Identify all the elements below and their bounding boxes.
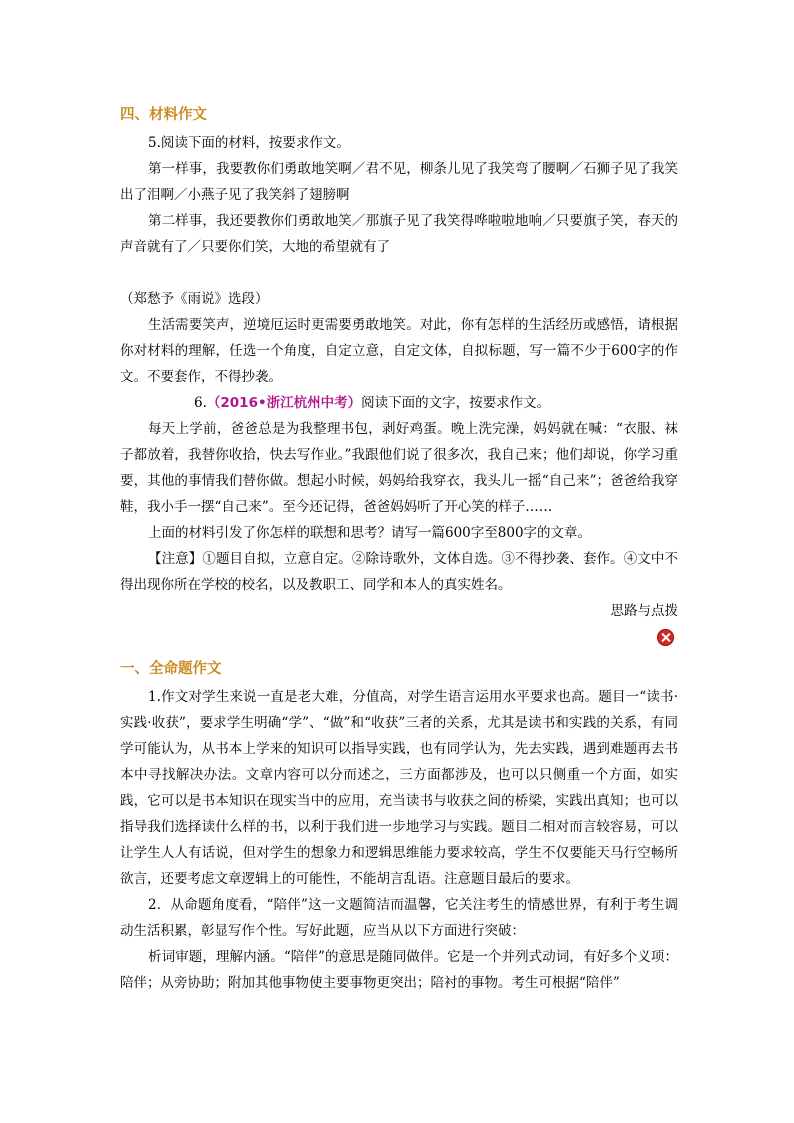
- answer-2-detail: 析词审题，理解内涵。“陪伴”的意思是随同做伴。它是一个并列式动词，有好多个义项：陪伴；从旁协助；附加其他事物使主要事物更突出；陪衬的事物。考生可根据“陪伴”: [120, 949, 678, 991]
- question-6-material: 每天上学前，爸爸总是为我整理书包，剥好鸡蛋。晚上洗完澡，妈妈就在喊：“衣服、袜子都放着，我替你收拾，快去写作业。”我跟他们说了很多次，我自己来；他们却说，你学习重要，其他的事情我们替你做。想起小时候，妈妈给我穿衣，我头儿一摇“自己来”；爸爸给我穿鞋，我小手一摆“自己来”。至今还记得，爸爸妈妈听了开心笑的样子……: [120, 421, 678, 515]
- question-6-number: 6.: [194, 395, 207, 411]
- question-6-prompt: 阅读下面的文字，按要求作文。: [361, 395, 551, 411]
- document-page: [120, 96, 678, 996]
- spacer: [120, 260, 678, 286]
- question-5-prompt: 5.阅读下面的材料，按要求作文。: [148, 135, 350, 151]
- section-title-material-essay: 四、材料作文: [120, 107, 207, 123]
- question-5-source: （郑愁予《雨说》选段）: [120, 291, 269, 307]
- answer-2: 2．从命题角度看，“陪伴”这一文题简洁而温馨，它关注考生的情感世界，有利于考生调动生活积累，彰显写作个性。写好此题，应当从以下方面进行突破：: [120, 897, 678, 939]
- hint-label: 思路与点拨: [610, 603, 678, 619]
- question-5-material-para-1: 第一样事，我要教你们勇敢地笑啊／君不见，柳条儿见了我笑弯了腰啊／石狮子见了我笑出了泪啊／小燕子见了我笑斜了翅膀啊: [120, 161, 678, 203]
- hint-close-row: [120, 624, 678, 650]
- question-6-source-link[interactable]: （2016•浙江杭州中考）: [206, 395, 362, 411]
- question-6-task: 上面的材料引发了你怎样的联想和思考？请写一篇600字至800字的文章。: [148, 525, 592, 541]
- section-title-full-prompt-essay: 一、全命题作文: [120, 661, 222, 677]
- close-icon[interactable]: [657, 629, 674, 646]
- answer-1: 1.作文对学生来说一直是老大难，分值高，对学生语言运用水平要求也高。题目一“读书·实践·收获”，要求学生明确“学”、“做”和“收获”三者的关系，尤其是读书和实践的关系，有同学可能认为，从书本上学来的知识可以指导实践，也有同学认为，先去实践，遇到难题再去书本中寻找解决办法。文章内容可以分而述之，三方面都涉及，也可以只侧重一个方面，如实践，它可以是书本知识在现实当中的应用，充当读书与收获之间的桥梁，实践出真知；也可以指导我们选择读什么样的书，以利于我们进一步地学习与实践。题目二相对而言较容易，可以让学生人人有话说，但对学生的想象力和逻辑思维能力要求较高，学生不仅要能天马行空畅所欲言，还要考虑文章逻辑上的可能性，不能胡言乱语。注意题目最后的要求。: [120, 689, 678, 887]
- question-5-task: 生活需要笑声，逆境厄运时更需要勇敢地笑。对此，你有怎样的生活经历或感悟，请根据你对材料的理解，任选一个角度，自定立意，自定文体，自拟标题，写一篇不少于600字的作文。不要套作，不得抄袭。: [120, 317, 678, 385]
- question-6-note: 【注意】①题目自拟，立意自定。②除诗歌外，文体自选。③不得抄袭、套作。④文中不得出现你所在学校的校名，以及教职工、同学和本人的真实姓名。: [120, 551, 678, 593]
- question-5-material-para-2: 第二样事，我还要教你们勇敢地笑／那旗子见了我笑得哗啦啦地响／只要旗子笑，春天的声音就有了／只要你们笑，大地的希望就有了: [120, 213, 678, 255]
- question-6-heading: [120, 390, 678, 416]
